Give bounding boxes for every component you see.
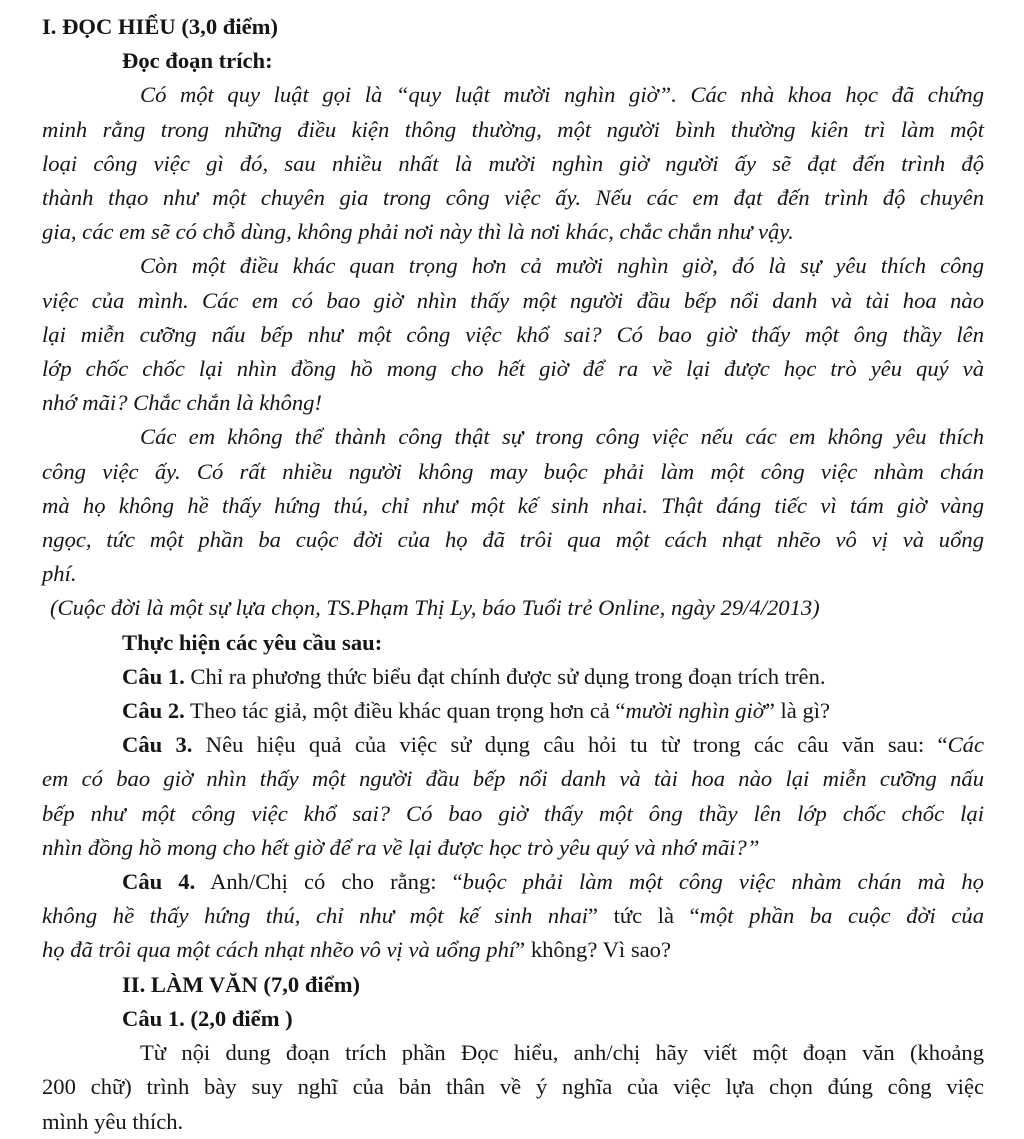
question-text: ” là gì? [764, 698, 831, 724]
excerpt-heading: Đọc đoạn trích: [122, 48, 273, 74]
text-line: minh rằng trong những điều kiện thông thường, một người bình thường kiên trì làm một [42, 116, 984, 142]
question-text: Chỉ ra phương thức biểu đạt chính được sử dụng trong đoạn trích trên. [184, 663, 826, 689]
text-line [42, 728, 984, 762]
question-quote: một phần ba cuộc đời của [699, 903, 984, 929]
question-text: Anh/Chị có cho rằng: “ [195, 869, 463, 895]
question-label: Câu 2. [122, 698, 185, 724]
question-quote: không hề thấy hứng thú, chỉ như một kế sinh nhai [42, 903, 589, 929]
source-citation: (Cuộc đời là một sự lựa chọn, TS.Phạm Thị Ly, báo Tuổi trẻ Online, ngày 29/4/2013) [50, 595, 820, 621]
text-line [42, 933, 984, 967]
text-line: thành thạo như một chuyên gia trong công việc ấy. Nếu các em đạt đến trình độ chuyên [42, 185, 984, 211]
excerpt-paragraph-1 [42, 78, 984, 249]
text-line: mà họ không hề thấy hứng thú, chỉ như một kế sinh nhai. Thật đáng tiếc vì tám giờ vàng [42, 492, 984, 518]
text-line: việc của mình. Các em có bao giờ nhìn thấy một người đầu bếp nổi danh và tài hoa nào [42, 287, 984, 313]
text-line: 200 chữ) trình bày suy nghĩ của bản thân về ý nghĩa của việc lựa chọn đúng công việc [42, 1074, 984, 1100]
question-2 [42, 694, 984, 728]
question-1 [42, 660, 984, 694]
text-line: loại công việc gì đó, sau nhiều nhất là mười nghìn giờ người ấy sẽ đạt đến trình độ [42, 150, 984, 176]
question-quote: buộc phải làm một công việc nhàm chán mà họ [462, 869, 984, 895]
question-label: Câu 1. [122, 663, 185, 689]
question-4 [42, 865, 984, 968]
text-line: gia, các em sẽ có chỗ dùng, không phải nơi này thì là nơi khác, chắc chắn như vậy. [42, 219, 794, 245]
text-line: công việc ấy. Có rất nhiều người không may buộc phải làm một công việc nhàm chán [42, 458, 984, 484]
tasks-heading: Thực hiện các yêu cầu sau: [122, 629, 383, 655]
text-line: lại miễn cưỡng nấu bếp như một công việc khổ sai? Có bao giờ thấy một ông thầy lên [42, 321, 984, 347]
text-line: Từ nội dung đoạn trích phần Đọc hiểu, anh/chị hãy viết một đoạn văn (khoảng [140, 1040, 984, 1066]
text-line: Các em không thể thành công thật sự trong công việc nếu các em không yêu thích [140, 424, 984, 450]
text-line: Còn một điều khác quan trọng hơn cả mười nghìn giờ, đó là sự yêu thích công [140, 253, 984, 279]
question-quote: họ đã trôi qua một cách nhạt nhẽo vô vị và uổng phí [42, 937, 516, 963]
question-label: Câu 3. [122, 732, 193, 758]
text-line: nhìn đồng hồ mong cho hết giờ để ra về lại được học trò yêu quý và nhớ mãi?” [42, 834, 760, 860]
text-line [42, 899, 984, 933]
section2-question-1 [42, 1036, 984, 1139]
text-line [42, 865, 984, 899]
question-text: ” không? Vì sao? [515, 937, 671, 963]
question-quote: mười nghìn giờ [625, 698, 765, 724]
text-line: nhớ mãi? Chắc chắn là không! [42, 390, 323, 416]
text-line: em có bao giờ nhìn thấy một người đầu bếp nổi danh và tài hoa nào lại miễn cưỡng nấu [42, 766, 984, 792]
excerpt-paragraph-3 [42, 420, 984, 591]
text-line: bếp như một công việc khổ sai? Có bao giờ thấy một ông thầy lên lớp chốc chốc lại [42, 800, 984, 826]
question-text: Nêu hiệu quả của việc sử dụng câu hỏi tu từ trong các câu văn sau: “ [192, 732, 948, 758]
question-text: Theo tác giả, một điều khác quan trọng hơn cả “ [184, 698, 626, 724]
question-quote: Các [947, 732, 984, 758]
text-line: ngọc, tức một phần ba cuộc đời của họ đã trôi qua một cách nhạt nhẽo vô vị và uổng [42, 527, 984, 553]
question-label: Câu 4. [122, 869, 196, 895]
text-line: mình yêu thích. [42, 1108, 184, 1134]
question-text: ” tức là “ [588, 903, 700, 929]
excerpt-paragraph-2 [42, 249, 984, 420]
text-line: Có một quy luật gọi là “quy luật mười nghìn giờ”. Các nhà khoa học đã chứng [140, 82, 984, 108]
text-line: phí. [42, 561, 77, 587]
text-line: lớp chốc chốc lại nhìn đồng hồ mong cho hết giờ để ra về lại được học trò yêu quý và [42, 356, 984, 382]
section2-question-heading: Câu 1. (2,0 điểm ) [122, 1005, 293, 1031]
question-3 [42, 728, 984, 865]
section2-title: II. LÀM VĂN (7,0 điểm) [122, 971, 361, 997]
section1-title: I. ĐỌC HIỂU (3,0 điểm) [42, 14, 278, 39]
